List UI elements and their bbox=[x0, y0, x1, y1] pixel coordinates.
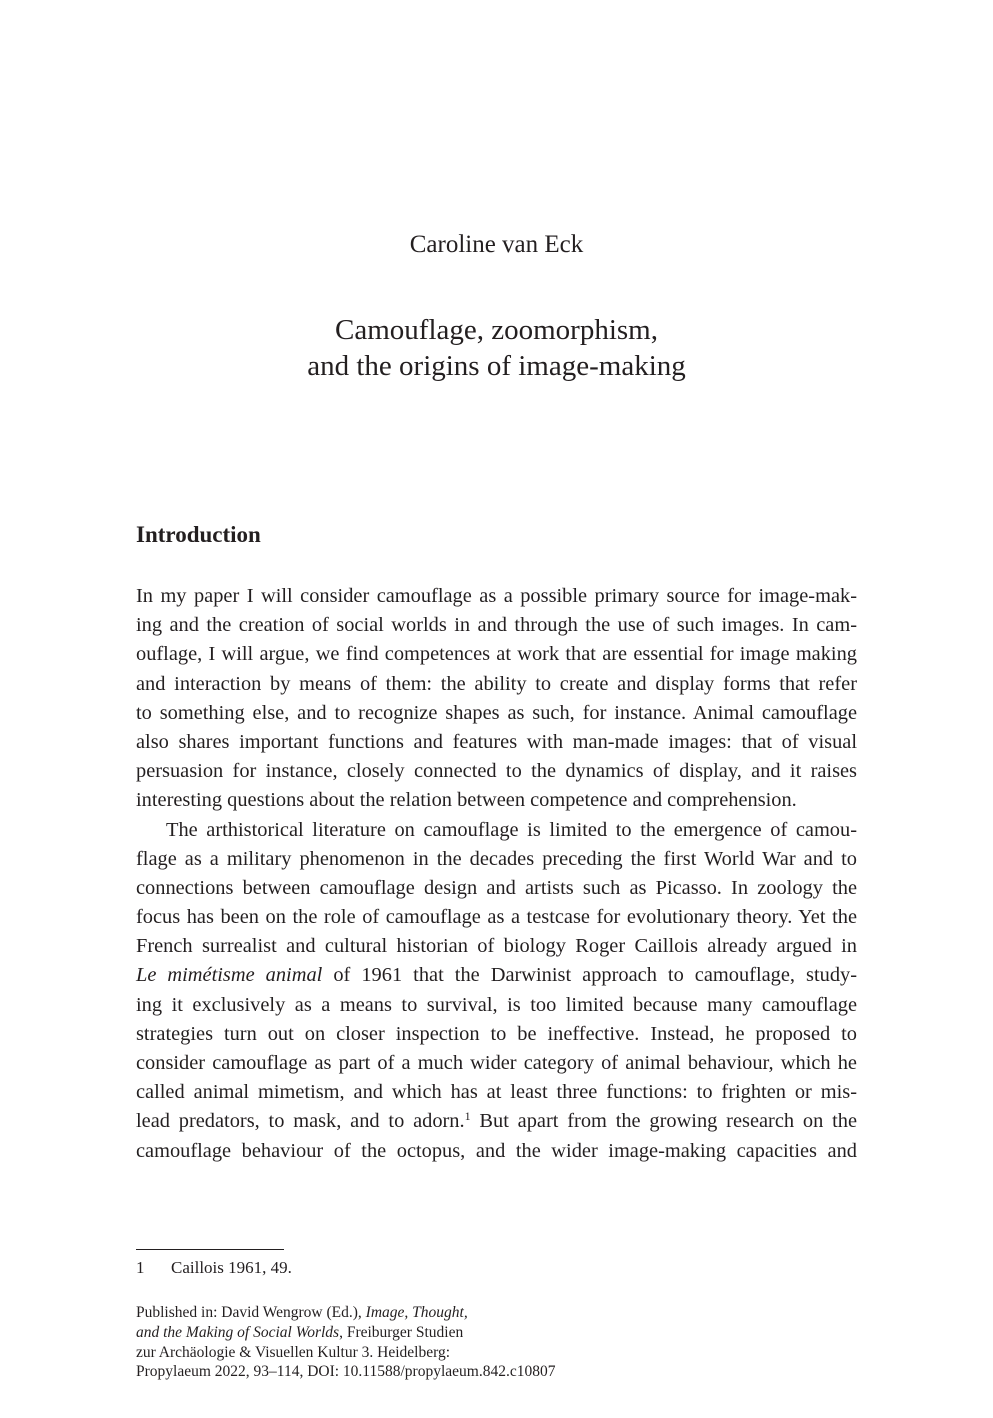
text-line bbox=[136, 1107, 857, 1136]
book-title-italic: Le mimétisme animal bbox=[136, 964, 323, 987]
text-segment: , Freiburger Studien bbox=[339, 1323, 464, 1341]
text-line: ing it exclusively as a means to survival, is too limited because many camouflage bbox=[136, 993, 857, 1016]
text-line: ing and the creation of social worlds in and through the use of such images. In cam- bbox=[136, 614, 857, 637]
publication-doi[interactable]: Propylaeum 2022, 93–114, DOI: 10.11588/propylaeum.842.c10807 bbox=[136, 1363, 556, 1381]
text-segment: Published in: David Wengrow (Ed.), bbox=[136, 1304, 366, 1321]
paragraph-1 bbox=[136, 582, 857, 816]
text-line: persuasion for instance, closely connected to the dynamics of display, and it raises bbox=[136, 760, 857, 783]
text-line: The arthistorical literature on camouflage is limited to the emergence of camou- bbox=[166, 818, 857, 841]
book-title-italic: Image, Thought, bbox=[365, 1304, 468, 1321]
text-line: interesting questions about the relation between competence and comprehension. bbox=[136, 789, 797, 812]
body-text bbox=[136, 582, 857, 1166]
footnote-marker[interactable]: 1 bbox=[464, 1109, 471, 1124]
author-name: Caroline van Eck bbox=[409, 231, 584, 258]
text-line: focus has been on the role of camouflage as a testcase for evolutionary theory. Yet the bbox=[136, 906, 857, 929]
text-line bbox=[136, 961, 857, 990]
text-line: to something else, and to recognize shapes as such, for instance. Animal camouflage bbox=[136, 701, 857, 724]
article-title bbox=[0, 312, 993, 384]
section-heading: Introduction bbox=[136, 522, 261, 547]
text-line: and interaction by means of them: the ability to create and display forms that refer bbox=[136, 672, 857, 695]
text-line: French surrealist and cultural historian of biology Roger Caillois already argued in bbox=[136, 935, 857, 958]
text-line: strategies turn out on closer inspection to be ineffective. Instead, he proposed to bbox=[136, 1022, 857, 1045]
footnote-text: Caillois 1961, 49. bbox=[171, 1258, 292, 1277]
text-line: also shares important functions and features with man-made images: that of visual bbox=[136, 730, 857, 753]
text-line: called animal mimetism, and which has at least three functions: to frighten or mis- bbox=[136, 1081, 857, 1104]
text-segment: lead predators, to mask, and to adorn. bbox=[136, 1110, 465, 1133]
text-line: flage as a military phenomenon in the decades preceding the first World War and to bbox=[136, 847, 857, 870]
publication-line: zur Archäologie & Visuellen Kultur 3. Heidelberg: bbox=[136, 1343, 451, 1361]
publication-line bbox=[136, 1303, 555, 1323]
text-line: consider camouflage as part of a much wider category of animal behaviour, which he bbox=[136, 1052, 857, 1074]
text-line: connections between camouflage design and artists such as Picasso. In zoology the bbox=[136, 876, 857, 899]
text-line: ouflage, I will argue, we find competences at work that are essential for image making bbox=[136, 643, 857, 666]
text-line: camouflage behaviour of the octopus, and the wider image-making capacities and bbox=[136, 1139, 857, 1162]
footnote-number: 1 bbox=[136, 1258, 145, 1277]
book-title-italic: and the Making of Social Worlds bbox=[136, 1323, 340, 1341]
text-segment: But apart from the growing research on the bbox=[470, 1110, 858, 1133]
text-segment: of 1961 that the Darwinist approach to camouflage, study- bbox=[322, 964, 858, 987]
publication-info bbox=[136, 1303, 555, 1382]
article-title-line-1: Camouflage, zoomorphism, bbox=[335, 314, 658, 346]
publication-line bbox=[136, 1323, 555, 1343]
text-line: In my paper I will consider camouflage as a possible primary source for image-mak- bbox=[136, 585, 857, 607]
article-title-line-2: and the origins of image-making bbox=[307, 350, 686, 382]
footnote-divider bbox=[136, 1249, 284, 1250]
footnote bbox=[136, 1256, 292, 1280]
paragraph-2 bbox=[136, 816, 857, 1166]
